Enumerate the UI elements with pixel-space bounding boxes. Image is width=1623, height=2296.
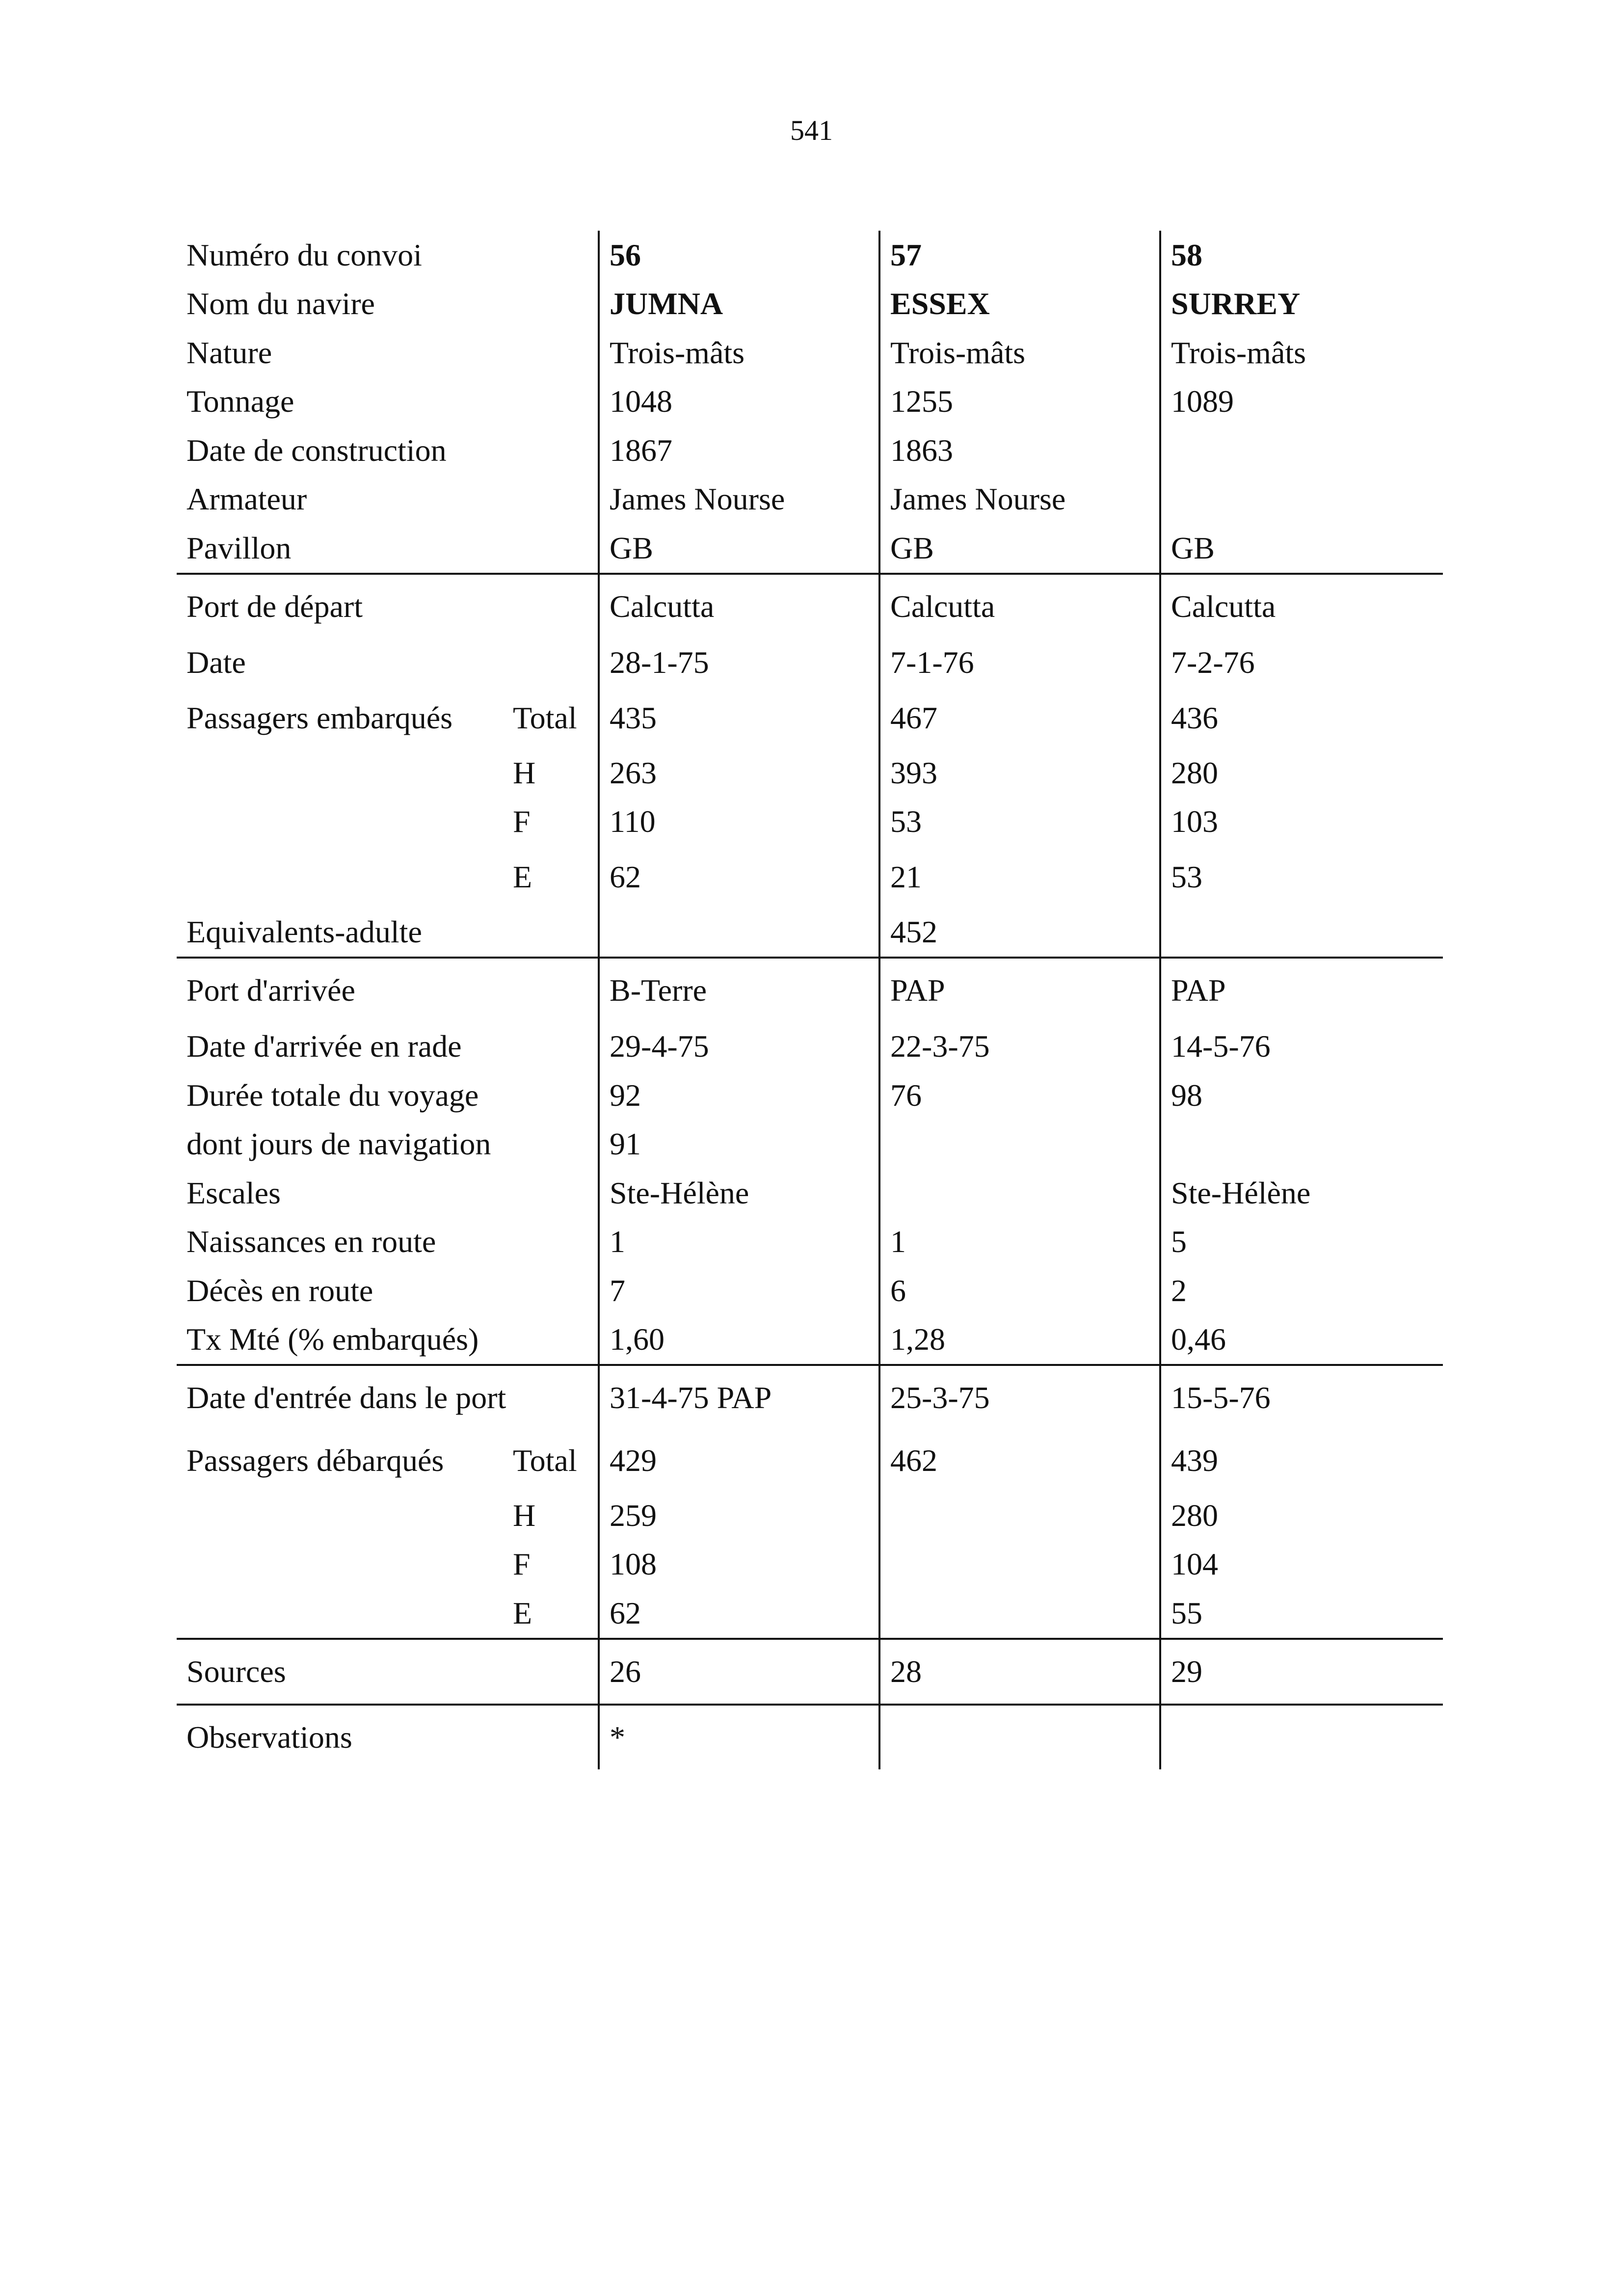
table-row xyxy=(177,1365,1443,1430)
table-cell: Calcutta xyxy=(879,574,1160,639)
table-cell: Calcutta xyxy=(599,574,879,639)
table-cell: Calcutta xyxy=(1160,574,1443,639)
row-sublabel xyxy=(491,958,599,1022)
table-cell: 31-4-75 PAP xyxy=(599,1365,879,1430)
table-row xyxy=(177,687,1443,748)
table-cell xyxy=(879,1169,1160,1218)
row-label: Escales xyxy=(186,1175,281,1210)
row-sublabel xyxy=(491,1071,599,1120)
table-cell xyxy=(879,1705,1160,1769)
table-cell: 467 xyxy=(879,687,1160,748)
table-cell: Ste-Hélène xyxy=(1160,1169,1443,1218)
table-cell: 436 xyxy=(1160,687,1443,748)
table-cell: 0,46 xyxy=(1160,1315,1443,1365)
table-cell: 76 xyxy=(879,1071,1160,1120)
table-cell: 435 xyxy=(599,687,879,748)
table-cell: 1255 xyxy=(879,377,1160,427)
table-cell: 439 xyxy=(1160,1430,1443,1491)
table-cell: B-Terre xyxy=(599,958,879,1022)
row-label: Numéro du convoi xyxy=(186,237,422,272)
row-label: Décès en route xyxy=(186,1273,373,1308)
table-cell: 429 xyxy=(599,1430,879,1491)
table-cell xyxy=(1160,1120,1443,1169)
row-label: dont jours de navigation xyxy=(186,1126,491,1162)
row-sublabel xyxy=(491,377,599,427)
convoy-number-56: 56 xyxy=(599,231,879,280)
table-cell: James Nourse xyxy=(599,475,879,524)
row-label: Date xyxy=(186,645,246,680)
table-cell: 62 xyxy=(599,846,879,908)
row-sublabel: F xyxy=(513,804,531,839)
table-row xyxy=(177,1491,1443,1540)
row-label: Passagers débarqués xyxy=(186,1442,444,1478)
table-cell: 7-1-76 xyxy=(879,639,1160,688)
table-cell: 280 xyxy=(1160,1491,1443,1540)
row-label: Date d'entrée dans le port xyxy=(186,1380,506,1415)
table-cell: 53 xyxy=(1160,846,1443,908)
ship-name-jumna: JUMNA xyxy=(599,280,879,329)
table-cell: 1,60 xyxy=(599,1315,879,1365)
table-row xyxy=(177,639,1443,688)
row-sublabel: E xyxy=(491,1589,599,1639)
row-label: Tx Mté (% embarqués) xyxy=(177,1315,491,1365)
row-label: Pavillon xyxy=(177,524,491,574)
table-row xyxy=(177,377,1443,427)
table-cell: 15-5-76 xyxy=(1160,1365,1443,1430)
table-cell: 55 xyxy=(1160,1589,1443,1639)
row-label: Sources xyxy=(177,1639,491,1705)
row-sublabel: F xyxy=(513,1547,531,1582)
row-label xyxy=(177,846,491,908)
row-label: Equivalents-adulte xyxy=(177,908,491,958)
row-sublabel: H xyxy=(513,755,536,790)
row-label: Port de départ xyxy=(186,588,363,624)
table-cell: 393 xyxy=(879,748,1160,798)
row-label: Date d'arrivée en rade xyxy=(186,1029,462,1064)
table-cell: 29-4-75 xyxy=(599,1022,879,1071)
row-sublabel xyxy=(491,1266,599,1315)
convoy-table xyxy=(177,231,1443,1769)
table-cell xyxy=(1160,908,1443,958)
table-cell: 5 xyxy=(1160,1218,1443,1267)
table-row xyxy=(177,524,1443,574)
table-cell: 62 xyxy=(599,1589,879,1639)
table-cell: 110 xyxy=(599,798,879,847)
row-label xyxy=(177,1491,491,1540)
table-cell: 1 xyxy=(879,1218,1160,1267)
ship-name-surrey: SURREY xyxy=(1160,280,1443,329)
row-sublabel: H xyxy=(513,1497,536,1533)
table-cell: 1089 xyxy=(1160,377,1443,427)
row-sublabel xyxy=(491,1705,599,1769)
table-cell: 462 xyxy=(879,1430,1160,1491)
table-row xyxy=(177,475,1443,524)
row-sublabel xyxy=(491,426,599,475)
row-label: Passagers embarqués xyxy=(186,700,453,735)
page-number: 541 xyxy=(790,114,833,146)
table-cell: 1,28 xyxy=(879,1315,1160,1365)
table-row xyxy=(177,846,1443,908)
table-row xyxy=(177,1639,1443,1705)
row-sublabel xyxy=(491,1169,599,1218)
convoy-number-57: 57 xyxy=(879,231,1160,280)
table-row xyxy=(177,1071,1443,1120)
table-cell: 25-3-75 xyxy=(879,1365,1160,1430)
row-sublabel xyxy=(491,639,599,688)
row-label: Date de construction xyxy=(186,432,447,468)
table-cell: 7-2-76 xyxy=(1160,639,1443,688)
table-cell: 7 xyxy=(599,1266,879,1315)
table-cell xyxy=(599,908,879,958)
row-sublabel xyxy=(491,908,599,958)
table-row xyxy=(177,958,1443,1022)
row-label: Observations xyxy=(186,1719,352,1755)
table-row xyxy=(177,426,1443,475)
table-cell: 14-5-76 xyxy=(1160,1022,1443,1071)
table-cell: GB xyxy=(879,524,1160,574)
row-label xyxy=(177,748,491,798)
row-sublabel xyxy=(491,280,599,329)
table-cell: James Nourse xyxy=(879,475,1160,524)
table-cell: 98 xyxy=(1160,1071,1443,1120)
table-cell: 1867 xyxy=(599,426,879,475)
table-row xyxy=(177,908,1443,958)
table-cell xyxy=(879,1491,1160,1540)
table-cell xyxy=(879,1120,1160,1169)
table-cell: 53 xyxy=(879,798,1160,847)
table-row xyxy=(177,574,1443,639)
table-row xyxy=(177,1315,1443,1365)
row-sublabel xyxy=(491,1639,599,1705)
row-label: Armateur xyxy=(186,481,307,517)
table-cell xyxy=(879,1540,1160,1589)
ship-name-essex: ESSEX xyxy=(879,280,1160,329)
table-cell: 259 xyxy=(599,1491,879,1540)
table-cell xyxy=(1160,475,1443,524)
table-cell xyxy=(1160,1705,1443,1769)
table-row xyxy=(177,1705,1443,1769)
table-cell: 1 xyxy=(599,1218,879,1267)
row-sublabel xyxy=(491,1315,599,1365)
table-cell: Trois-mâts xyxy=(879,328,1160,377)
table-row xyxy=(177,748,1443,798)
table-cell: 29 xyxy=(1160,1639,1443,1705)
row-label xyxy=(177,798,491,847)
row-label: Port d'arrivée xyxy=(186,972,355,1008)
row-sublabel xyxy=(491,475,599,524)
table-cell: 263 xyxy=(599,748,879,798)
row-label: Naissances en route xyxy=(186,1224,436,1259)
table-cell: GB xyxy=(599,524,879,574)
table-cell: 28-1-75 xyxy=(599,639,879,688)
row-label xyxy=(177,1589,491,1639)
row-label: Nature xyxy=(186,335,272,370)
table-cell: 6 xyxy=(879,1266,1160,1315)
table-row xyxy=(177,1120,1443,1169)
table-cell: 21 xyxy=(879,846,1160,908)
row-sublabel xyxy=(491,574,599,639)
table-row xyxy=(177,1589,1443,1639)
table-cell: 108 xyxy=(599,1540,879,1589)
row-sublabel xyxy=(491,328,599,377)
table-cell: PAP xyxy=(879,958,1160,1022)
table-row xyxy=(177,280,1443,329)
row-label: Durée totale du voyage xyxy=(186,1077,479,1113)
table-cell: 1048 xyxy=(599,377,879,427)
table-cell: 1863 xyxy=(879,426,1160,475)
table-cell xyxy=(879,1589,1160,1639)
table-cell: 280 xyxy=(1160,748,1443,798)
table-cell: 91 xyxy=(599,1120,879,1169)
row-sublabel xyxy=(491,524,599,574)
table-cell: Ste-Hélène xyxy=(599,1169,879,1218)
table-row xyxy=(177,1540,1443,1589)
row-label: Tonnage xyxy=(186,384,294,419)
table-cell xyxy=(1160,426,1443,475)
table-cell: 103 xyxy=(1160,798,1443,847)
table-cell: GB xyxy=(1160,524,1443,574)
table-cell: 92 xyxy=(599,1071,879,1120)
table-cell: 26 xyxy=(599,1639,879,1705)
row-sublabel xyxy=(491,1022,599,1071)
table-cell: PAP xyxy=(1160,958,1443,1022)
table-cell: 452 xyxy=(879,908,1160,958)
table-row xyxy=(177,1218,1443,1267)
table-cell: 2 xyxy=(1160,1266,1443,1315)
row-label: Nom du navire xyxy=(186,286,375,321)
table-row xyxy=(177,231,1443,280)
row-sublabel xyxy=(491,1218,599,1267)
table-cell: 28 xyxy=(879,1639,1160,1705)
table-row xyxy=(177,328,1443,377)
row-sublabel xyxy=(491,231,599,280)
table-cell: Trois-mâts xyxy=(599,328,879,377)
row-sublabel xyxy=(491,1120,599,1169)
row-label xyxy=(177,1540,491,1589)
row-sublabel: Total xyxy=(513,700,577,735)
row-sublabel: E xyxy=(513,859,532,894)
row-sublabel: Total xyxy=(513,1442,577,1478)
table-cell: * xyxy=(599,1705,879,1769)
table-row xyxy=(177,798,1443,847)
table-row xyxy=(177,1266,1443,1315)
table-row xyxy=(177,1169,1443,1218)
table-cell: 104 xyxy=(1160,1540,1443,1589)
convoy-number-58: 58 xyxy=(1160,231,1443,280)
table-row xyxy=(177,1022,1443,1071)
table-row xyxy=(177,1430,1443,1491)
table-cell: Trois-mâts xyxy=(1160,328,1443,377)
table-cell: 22-3-75 xyxy=(879,1022,1160,1071)
